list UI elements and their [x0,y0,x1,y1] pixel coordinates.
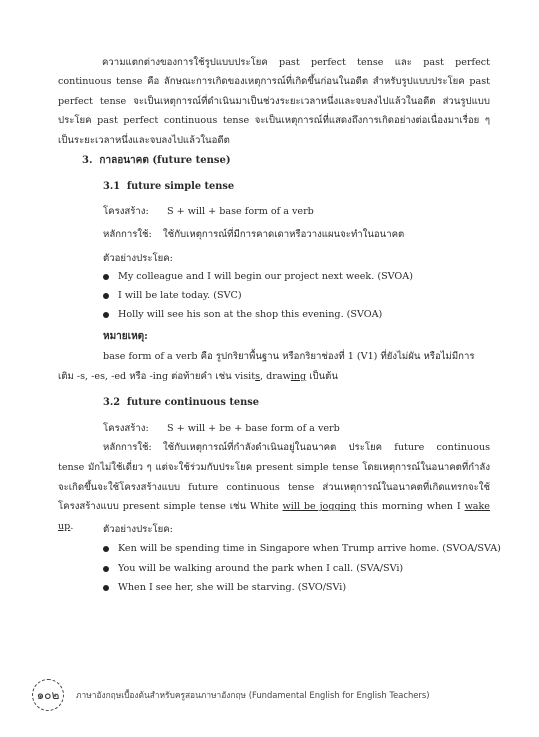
principle-text: tense มักไม่ใช้เดี่ยว ๆ แต่จะใช้ร่วมกับประโยค present simple tense โดยเหตุการณ์ในอนาคตที่กำลังจะเกิดขึ้นจะใช้โครงสร้างแบบ future continuous tense ส่วนเหตุการณ์ในอนาคตที่เกิดแทรกจะใช้โครงสร้างแบบ present simple tense เช่น White [58,461,490,513]
bullet-icon [103,566,109,572]
structure-row-3-2 [103,422,340,436]
underlined-verb: wake up [58,501,490,533]
principle-label: หลักการใช้: [103,442,152,453]
example-sentence: When I see her, she will be starving. (SVO/SVi) [118,582,347,593]
note-text: , draw [260,371,291,382]
section-3-2-heading: 3.2 future continuous tense [103,397,259,408]
note-line-1: base form of a verb คือ รูปกริยาพื้นฐาน หรือกริยาช่องที่ 1 (V1) ที่ยังไม่ผัน หรือไม่มีการ [103,351,475,362]
example-sentence: I will be late today. (SVC) [118,290,242,301]
example-sentence: My colleague and I will begin our project next week. (SVOA) [118,271,413,282]
bullet-icon [103,274,109,280]
examples-label-3-1: ตัวอย่างประโยค: [103,253,173,264]
page-number: ๑๐๒ [36,687,60,702]
note-heading: หมายเหตุ: [103,331,148,342]
note-text: เติม -s, -es, -ed หรือ -ing ต่อท้ายคำ เช่น visit [58,371,256,382]
examples-label-3-2: ตัวอย่างประโยค: [103,524,173,535]
section-3-heading: 3. กาลอนาคต (future tense) [82,155,231,166]
structure-value: S + will + base form of a verb [167,206,314,217]
bullet-icon [103,546,109,552]
note-underlined-suffix: ing [290,371,307,382]
principle-text: . [70,521,74,533]
principle-text: ใช้กับเหตุการณ์ที่กำลังดำเนินอยู่ในอนาคต ประโยค future continuous [163,442,490,453]
structure-label: โครงสร้าง: [103,206,149,217]
example-sentence: You will be walking around the park when I call. (SVA/SVi) [118,563,404,574]
bullet-icon [103,585,109,591]
running-footer-title: ภาษาอังกฤษเบื้องต้นสำหรับครูสอนภาษาอังกฤษ (Fundamental English for English Teachers) [76,690,430,700]
underlined-verb: will be jogging [282,501,356,513]
principle-text: this morning when I [356,501,465,513]
example-sentence: Ken will be spending time in Singapore when Trump arrive home. (SVOA/SVA) [118,543,501,554]
bullet-icon [103,293,109,299]
principle-value: ใช้กับเหตุการณ์ที่มีการคาดเดาหรือวางแผนจะทำในอนาคต [163,229,405,240]
principle-row-3-1 [103,228,404,242]
page-number-badge [32,679,64,711]
principle-first-line [58,438,490,458]
example-sentence: Holly will see his son at the shop this evening. (SVOA) [118,309,383,320]
note-line-2 [58,370,338,384]
note-underlined-suffix: s [255,371,261,382]
note-text: เป็นต้น [306,371,338,382]
bullet-icon [103,312,109,318]
section-3-1-heading: 3.1 future simple tense [103,181,235,192]
principle-label: หลักการใช้: [103,229,152,240]
structure-value: S + will + be + base form of a verb [167,423,340,434]
structure-row-3-1 [103,205,314,219]
structure-label: โครงสร้าง: [103,423,149,434]
intro-paragraph: ความแตกต่างของการใช้รูปแบบประโยค past perfect tense และ past perfect continuous tense คือ ลักษณะการเกิดของเหตุการณ์ที่เกิดขึ้นก่อนในอดีต สำหรับรูปแบบประโยค past perfect tense จะเป็นเหตุการณ์ที่ดำเนินมาเป็นช่วงระยะเวลาหนึ่งและจบลงไปแล้วในอดีต ส่วนรูปแบบประโยค past perfect continuous tense จะเป็นเหตุการณ์ที่แสดงถึงการเกิดอย่างต่อเนื่องมาเรื่อย ๆ เป็นระยะเวลาหนึ่งและจบลงไปแล้วในอดีต [58,57,490,146]
